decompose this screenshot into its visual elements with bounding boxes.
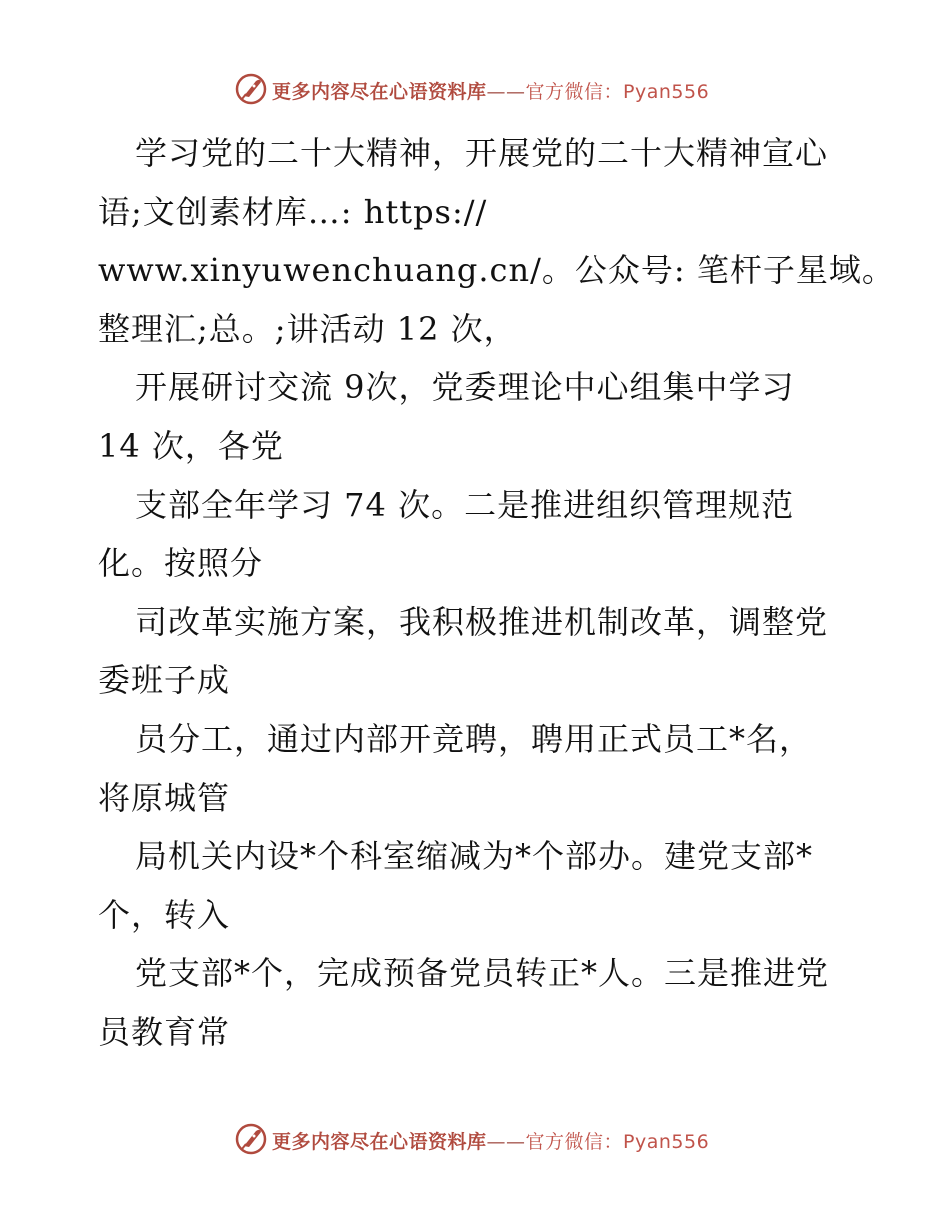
paragraph-line: 司改革实施方案，我积极推进机制改革，调整党 bbox=[135, 602, 829, 641]
paragraph-line: 化。按照分 bbox=[98, 544, 264, 583]
paragraph-line: www.xinyuwenchuang.cn/。公众号: 笔杆子星域。 bbox=[98, 251, 895, 290]
header-banner bbox=[0, 70, 950, 110]
paragraph-line: 员教育常 bbox=[98, 1012, 231, 1051]
paragraph-line: 整理汇;总。;讲活动 12 次， bbox=[98, 309, 517, 348]
quill-pen-logo-icon bbox=[234, 72, 268, 106]
banner-text bbox=[272, 1127, 709, 1154]
paragraph-line: 员分工，通过内部开竞聘，聘用正式员工*名， bbox=[135, 719, 813, 758]
quill-pen-logo-icon bbox=[234, 1122, 268, 1156]
banner-wechat-id: Pyan556 bbox=[623, 1131, 710, 1153]
paragraph-line: 支部全年学习 74 次。二是推进组织管理规范 bbox=[135, 485, 795, 524]
paragraph-line: 委班子成 bbox=[98, 661, 231, 700]
banner-separator: —— bbox=[486, 1131, 526, 1153]
footer-banner bbox=[0, 1120, 950, 1160]
banner-wechat-id: Pyan556 bbox=[623, 81, 710, 103]
banner-text bbox=[272, 77, 709, 104]
paragraph-line: 学习党的二十大精神，开展党的二十大精神宣心 bbox=[135, 134, 829, 172]
paragraph-line: 开展研讨交流 9次，党委理论中心组集中学习 bbox=[135, 368, 795, 407]
banner-wechat-label: 官方微信： bbox=[525, 81, 624, 103]
banner-wechat-label: 官方微信： bbox=[525, 1131, 624, 1153]
banner-separator: —— bbox=[486, 81, 526, 103]
paragraph-line: 局机关内设*个科室缩减为*个部办。建党支部* bbox=[135, 837, 814, 876]
paragraph-line: 党支部*个，完成预备党员转正*人。三是推进党 bbox=[135, 954, 830, 993]
paragraph-line: 将原城管 bbox=[98, 778, 231, 817]
banner-main-text: 更多内容尽在心语资料库 bbox=[272, 1131, 487, 1153]
document-body bbox=[98, 124, 895, 1062]
paragraph-line: 14 次，各党 bbox=[98, 426, 284, 465]
paragraph-line: 语;文创素材库…: https:// bbox=[98, 192, 488, 231]
banner-main-text: 更多内容尽在心语资料库 bbox=[272, 81, 487, 103]
paragraph-line: 个，转入 bbox=[98, 895, 231, 934]
